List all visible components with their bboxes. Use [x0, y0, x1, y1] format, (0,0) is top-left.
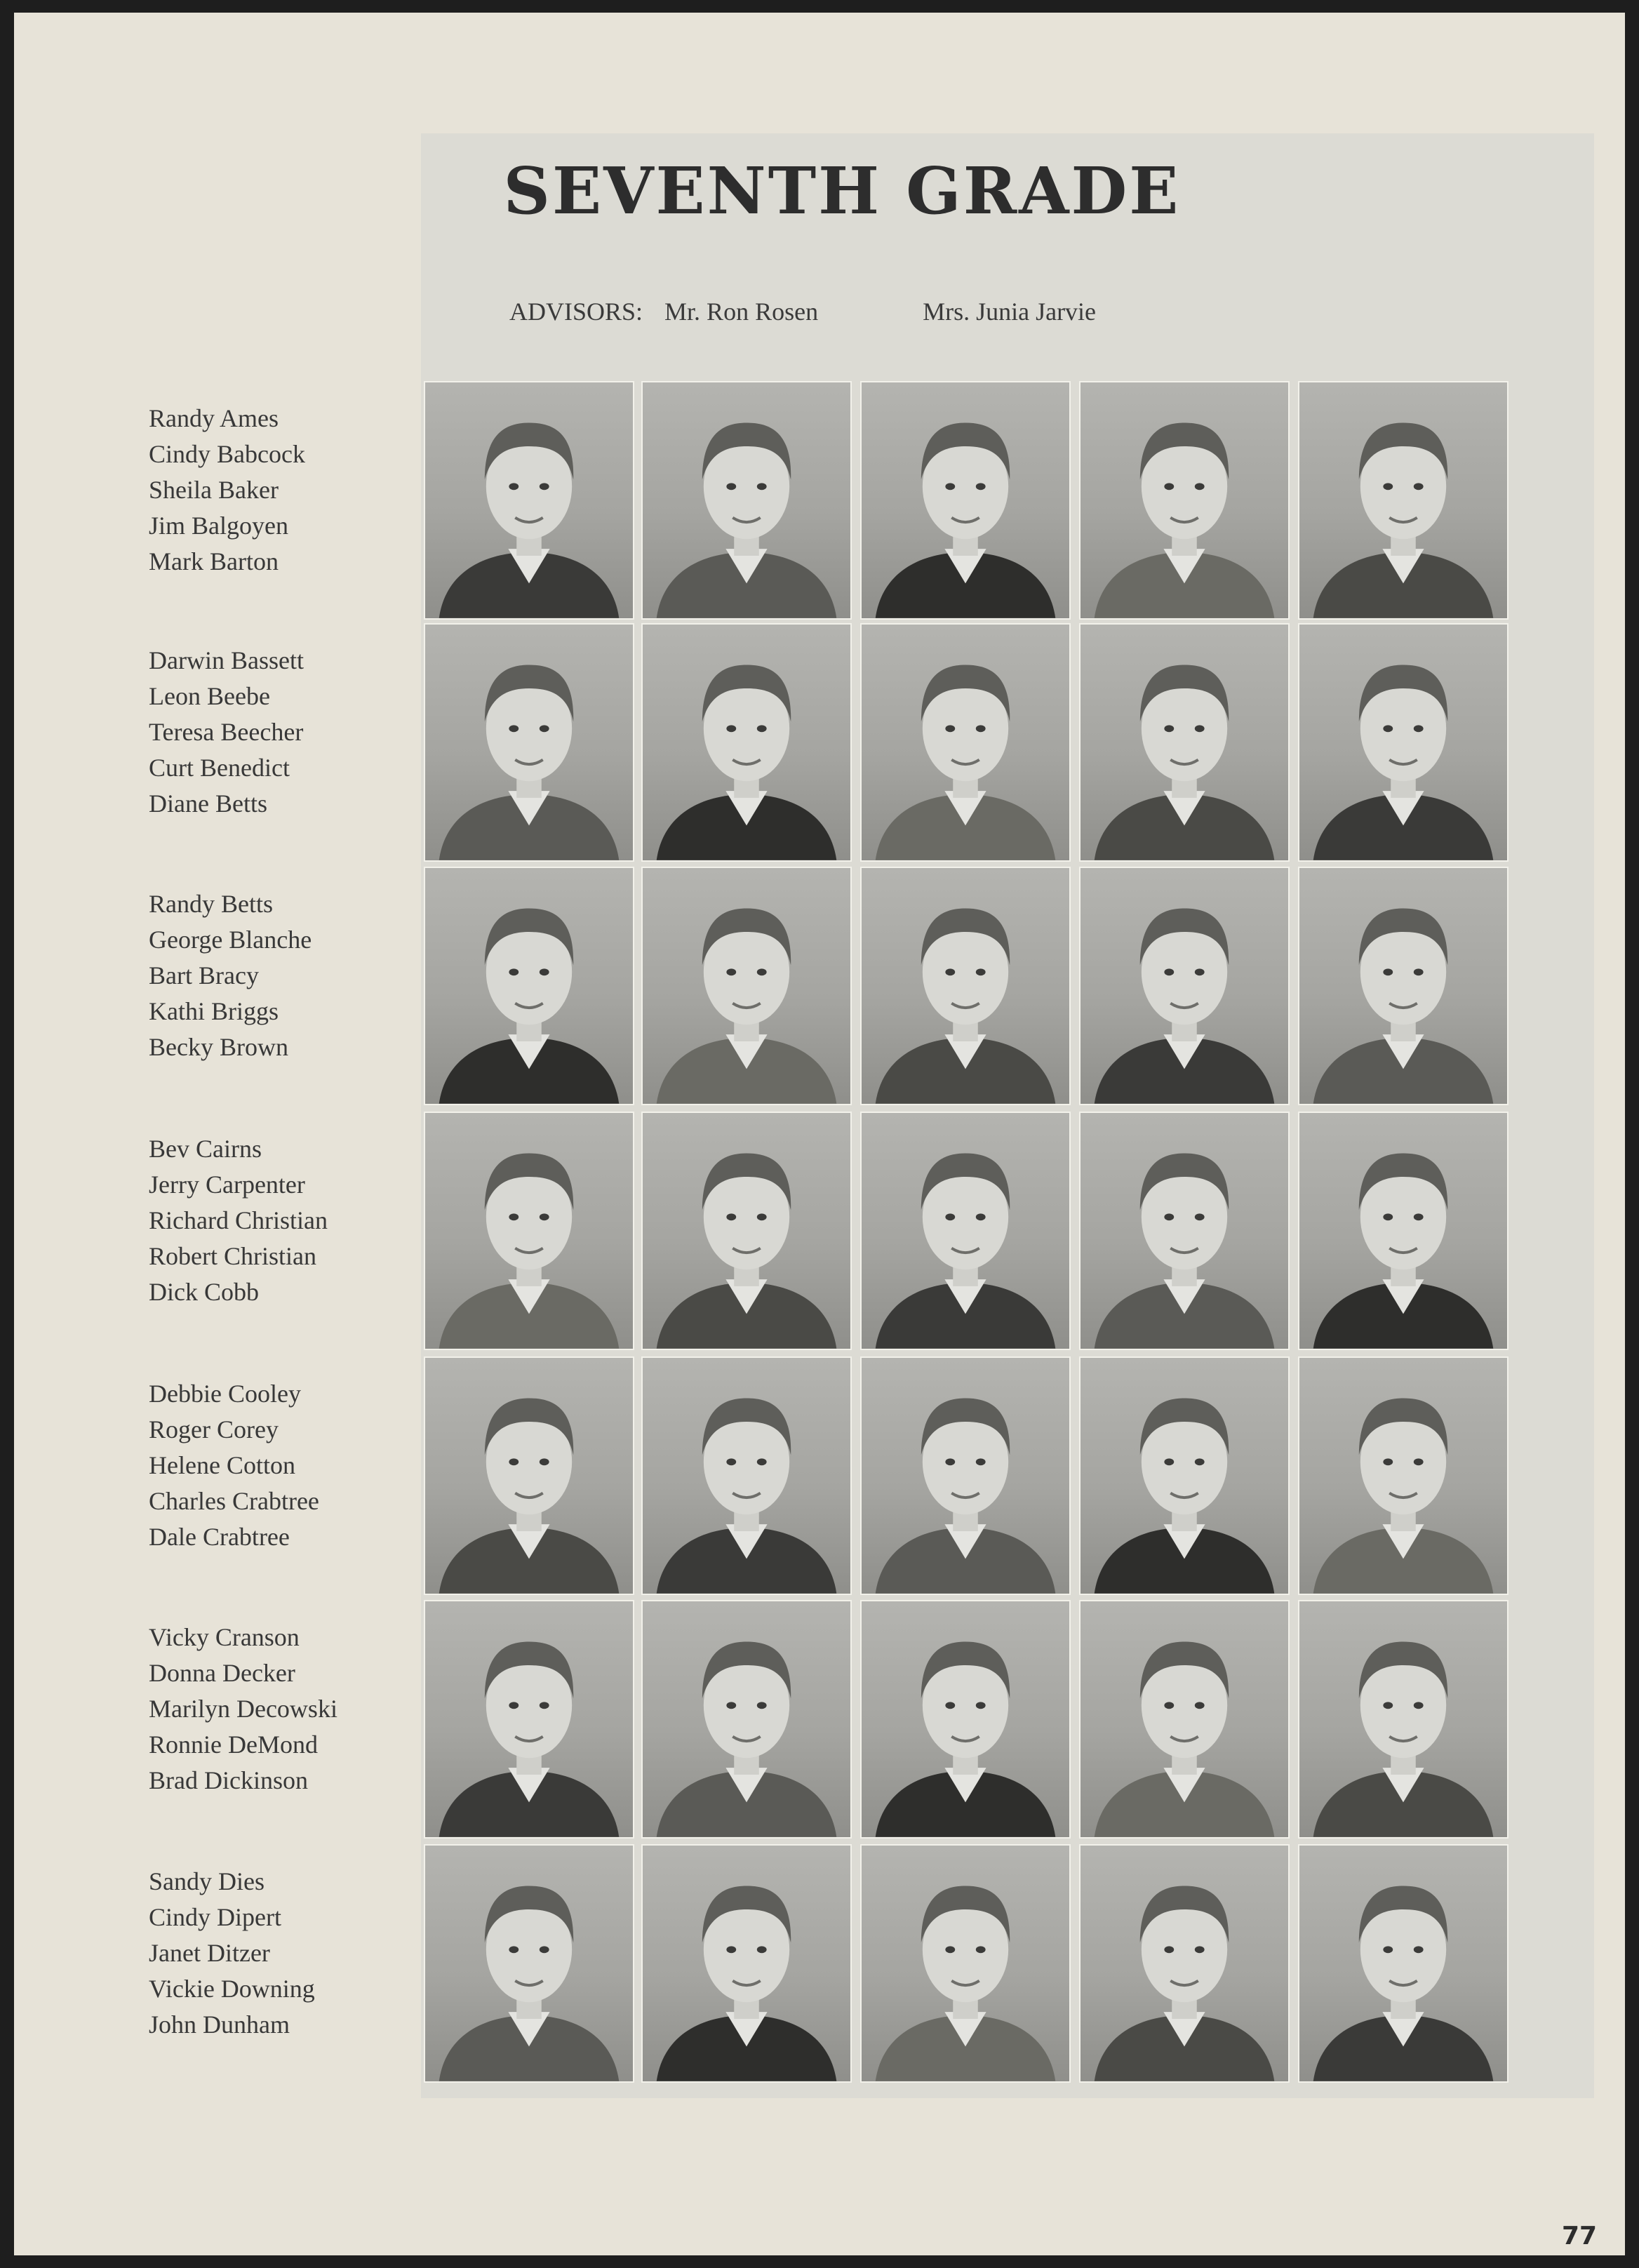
student-portrait	[1079, 1844, 1290, 2083]
student-name: Leon Beebe	[149, 682, 270, 710]
student-name: Cindy Babcock	[149, 440, 305, 468]
student-name-list	[149, 643, 304, 822]
portrait-row	[424, 1356, 1532, 1595]
yearbook-page	[14, 13, 1625, 2255]
student-name-list	[149, 1620, 337, 1799]
student-portrait	[424, 623, 634, 862]
student-name: Teresa Beecher	[149, 718, 304, 746]
student-name: Donna Decker	[149, 1659, 295, 1687]
student-portrait	[1298, 1844, 1508, 2083]
student-portrait	[1079, 1600, 1290, 1839]
student-name: Randy Betts	[149, 890, 273, 918]
student-portrait	[424, 1112, 634, 1350]
student-portrait	[641, 1112, 852, 1350]
student-name: George Blanche	[149, 926, 312, 954]
student-name: Marilyn Decowski	[149, 1695, 337, 1723]
student-row	[14, 623, 1625, 862]
page-title: SEVENTH GRADE	[503, 153, 1181, 229]
student-name: Jerry Carpenter	[149, 1170, 305, 1199]
student-name: Janet Ditzer	[149, 1939, 270, 1967]
student-name: Bev Cairns	[149, 1135, 262, 1163]
advisors-label: ADVISORS:	[509, 298, 643, 326]
student-portrait	[860, 1600, 1071, 1839]
portrait-row	[424, 1112, 1532, 1350]
portrait-row	[424, 381, 1532, 620]
student-name-list	[149, 1131, 328, 1310]
student-name-list	[149, 886, 312, 1065]
student-name: Jim Balgoyen	[149, 512, 288, 540]
student-portrait	[1079, 867, 1290, 1105]
advisor-name: Mrs. Junia Jarvie	[923, 298, 1097, 326]
student-portrait	[1298, 623, 1508, 862]
student-name-list	[149, 1864, 315, 2043]
student-portrait	[641, 1844, 852, 2083]
student-name: Becky Brown	[149, 1033, 288, 1061]
student-name: Debbie Cooley	[149, 1380, 301, 1408]
student-portrait	[641, 867, 852, 1105]
student-portrait	[424, 1600, 634, 1839]
student-row	[14, 1600, 1625, 1839]
portrait-row	[424, 623, 1532, 862]
student-name: Robert Christian	[149, 1242, 316, 1270]
student-portrait	[1298, 867, 1508, 1105]
student-row	[14, 1112, 1625, 1350]
student-name: Sheila Baker	[149, 476, 279, 504]
student-portrait	[860, 1112, 1071, 1350]
student-name: Vickie Downing	[149, 1975, 315, 2003]
portrait-row	[424, 1844, 1532, 2083]
student-name: Curt Benedict	[149, 754, 290, 782]
student-portrait	[424, 867, 634, 1105]
student-portrait	[1298, 1112, 1508, 1350]
advisor-name: Mr. Ron Rosen	[664, 298, 819, 326]
student-portrait	[1079, 1356, 1290, 1595]
student-name: Brad Dickinson	[149, 1766, 308, 1794]
student-portrait	[1298, 1356, 1508, 1595]
portrait-row	[424, 1600, 1532, 1839]
student-name: Ronnie DeMond	[149, 1730, 318, 1759]
student-portrait	[641, 1356, 852, 1595]
student-portrait	[860, 1844, 1071, 2083]
student-name-list	[149, 1376, 319, 1555]
student-portrait	[1298, 1600, 1508, 1839]
student-name: Richard Christian	[149, 1206, 328, 1234]
student-name: Diane Betts	[149, 789, 267, 818]
student-name: Cindy Dipert	[149, 1903, 281, 1931]
student-portrait	[860, 381, 1071, 620]
student-name: John Dunham	[149, 2010, 290, 2039]
student-portrait	[424, 1844, 634, 2083]
student-name: Randy Ames	[149, 404, 279, 432]
student-portrait	[1079, 623, 1290, 862]
student-row	[14, 867, 1625, 1105]
advisors-line	[509, 297, 1096, 326]
student-row	[14, 381, 1625, 620]
student-portrait	[641, 623, 852, 862]
page-number: 77	[1562, 2222, 1598, 2250]
portrait-row	[424, 867, 1532, 1105]
student-name: Darwin Bassett	[149, 646, 304, 674]
student-name-list	[149, 401, 305, 580]
student-portrait	[1079, 1112, 1290, 1350]
student-portrait	[424, 1356, 634, 1595]
student-row	[14, 1844, 1625, 2083]
student-portrait	[424, 381, 634, 620]
student-portrait	[860, 867, 1071, 1105]
student-name: Bart Bracy	[149, 961, 259, 989]
student-name: Mark Barton	[149, 547, 279, 575]
student-portrait	[860, 1356, 1071, 1595]
student-portrait	[1079, 381, 1290, 620]
student-portrait	[1298, 381, 1508, 620]
student-name: Kathi Briggs	[149, 997, 279, 1025]
student-name: Helene Cotton	[149, 1451, 295, 1479]
student-name: Vicky Cranson	[149, 1623, 300, 1651]
student-portrait	[860, 623, 1071, 862]
student-name: Charles Crabtree	[149, 1487, 319, 1515]
student-row	[14, 1356, 1625, 1595]
student-name: Dick Cobb	[149, 1278, 259, 1306]
student-name: Dale Crabtree	[149, 1523, 290, 1551]
student-portrait	[641, 1600, 852, 1839]
student-name: Roger Corey	[149, 1415, 279, 1443]
student-portrait	[641, 381, 852, 620]
student-name: Sandy Dies	[149, 1867, 265, 1895]
